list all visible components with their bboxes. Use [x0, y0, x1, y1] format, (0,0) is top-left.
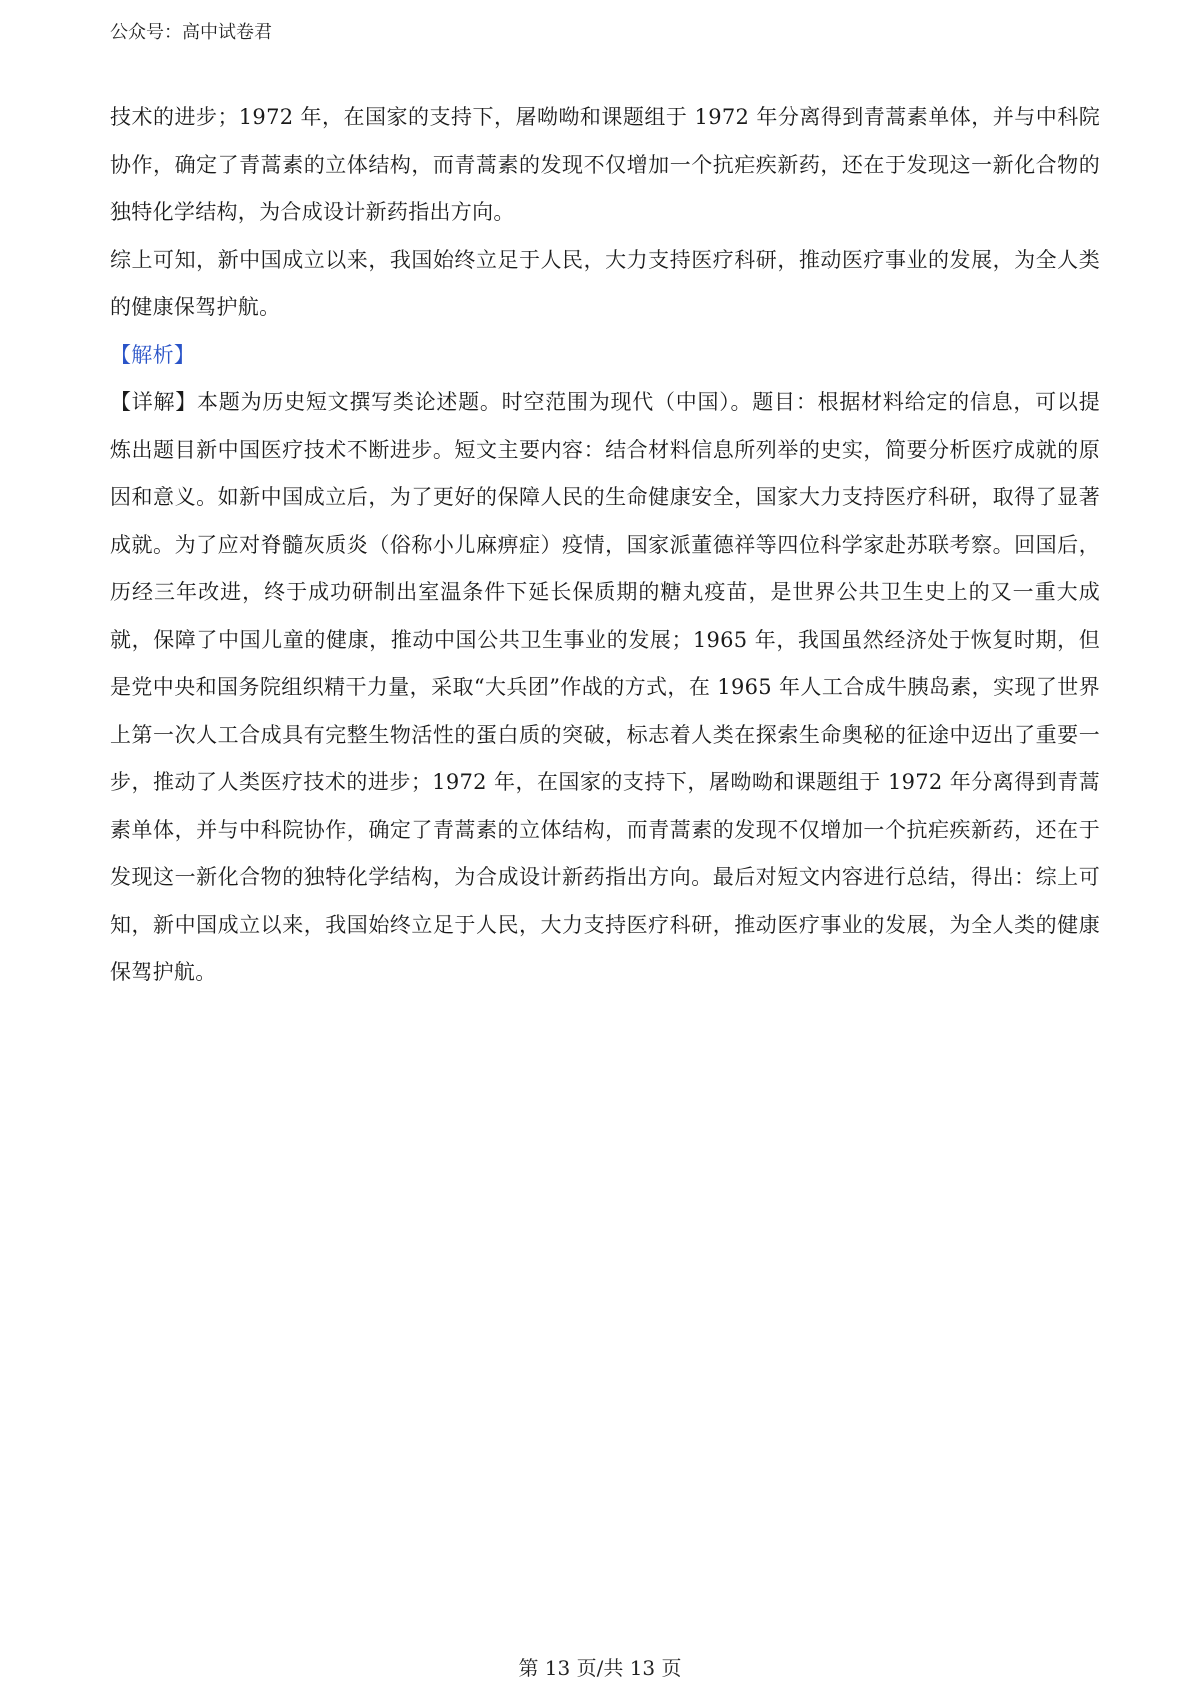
detail-text: 本题为历史短文撰写类论述题。时空范围为现代（中国）。题目：根据材料给定的信息，可以提炼出题目新中国医疗技术不断进步。短文主要内容：结合材料信息所列举的史实，简要分析医疗成就的原因和意义。如新中国成立后，为了更好的保障人民的生命健康安全，国家大力支持医疗科研，取得了显著成就。为了应对脊髓灰质炎（俗称小儿麻痹症）疫情，国家派董德祥等四位科学家赴苏联考察。回国后，历经三年改进，终于成功研制出室温条件下延长保质期的糖丸疫苗，是世界公共卫生史上的又一重大成就，保障了中国儿童的健康，推动中国公共卫生事业的发展；1965 年，我国虽然经济处于恢复时期，但是党中央和国务院组织精干力量，采取“大兵团”作战的方式，在 1965 年人工合成牛胰岛素，实现了世界上第一次人工合成具有完整生物活性的蛋白质的突破，标志着人类在探索生命奥秘的征途中迈出了重要一步，推动了人类医疗技术的进步；1972 年，在国家的支持下，屠呦呦和课题组于 1972 年分离得到青蒿素单体，并与中科院协作，确定了青蒿素的立体结构，而青蒿素的发现不仅增加一个抗疟疾新药，还在于发现这一新化合物的独特化学结构，为合成设计新药指出方向。最后对短文内容进行总结，得出：综上可知，新中国成立以来，我国始终立足于人民，大力支持医疗科研，推动医疗事业的发展，为全人类的健康保驾护航。	[110, 390, 1100, 984]
paragraph-summary: 综上可知，新中国成立以来，我国始终立足于人民，大力支持医疗科研，推动医疗事业的发展，为全人类的健康保驾护航。	[110, 247, 1100, 319]
page-header: 公众号：高中试卷君	[110, 22, 272, 43]
paragraph-continued: 技术的进步；1972 年，在国家的支持下，屠呦呦和课题组于 1972 年分离得到青蒿素单体，并与中科院协作，确定了青蒿素的立体结构，而青蒿素的发现不仅增加一个抗疟疾新药，还在于发现这一新化合物的独特化学结构，为合成设计新药指出方向。	[110, 105, 1100, 224]
detail-paragraph	[110, 379, 1100, 997]
analysis-heading: 【解析】	[110, 342, 196, 367]
detail-label: 【详解】	[110, 390, 198, 414]
page-number: 第 13 页/共 13 页	[518, 1656, 682, 1680]
document-body	[110, 94, 1100, 997]
